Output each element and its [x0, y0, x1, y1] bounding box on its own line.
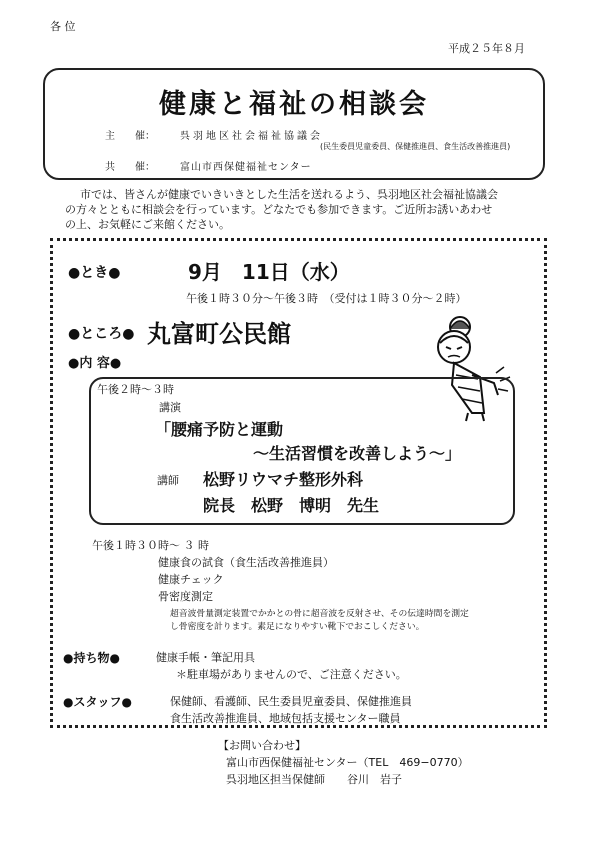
intro-line-3: の上、お気軽にご来館ください。: [65, 218, 230, 231]
event-time: 午後１時３０分～午後３時 （受付は１時３０分～２時）: [186, 292, 467, 305]
issue-date: 平成２５年８月: [448, 42, 525, 55]
program-item: 健康食の試食（食生活改善推進員）: [158, 556, 334, 569]
program-item: 健康チェック: [158, 573, 224, 586]
organizer-label: 主 催：: [105, 131, 155, 142]
lecture-title-1: 「腰痛予防と運動: [155, 420, 284, 439]
staff-label: ●スタッフ●: [63, 695, 132, 709]
program-note-2: し骨密度を計ります。素足になりやすい靴下でおこしください。: [170, 622, 425, 632]
event-place: 丸富町公民館: [147, 320, 291, 348]
page-title: 健康と福祉の相談会: [159, 89, 429, 120]
lecture-time: 午後２時～３時: [97, 383, 174, 396]
lecture-kind: 講演: [159, 401, 181, 414]
cosponsor-label: 共 催：: [105, 162, 155, 173]
program-note-1: 超音波骨量測定装置でかかとの骨に超音波を反射させ、その伝達時間を測定: [170, 609, 469, 619]
program-time: 午後１時３０時～ ３ 時: [92, 539, 209, 552]
content-label: ●内 容●: [68, 356, 122, 371]
organizer: 呉羽地区社会福祉協議会: [180, 131, 323, 142]
addressee: 各 位: [50, 20, 76, 33]
bring-items: 健康手帳・筆記用具: [156, 651, 255, 664]
staff-line-1: 保健師、看護師、民生委員児童委員、保健推進員: [170, 695, 412, 708]
lecture-box: [89, 377, 515, 525]
lecture-title-2: ～生活習慣を改善しよう～」: [253, 444, 462, 463]
contact-center: 富山市西保健福祉センター（TEL 469−0770）: [226, 756, 469, 769]
intro-line-1: 市では、皆さんが健康でいきいきとした生活を送れるよう、呉羽地区社会福祉協議会: [80, 188, 498, 201]
lecturer-org: 松野リウマチ整形外科: [203, 470, 364, 489]
cosponsor: 富山市西保健福祉センター: [180, 162, 312, 173]
intro-line-2: の方々とともに相談会を行っています。どなたでも参加できます。ご近所お誘いあわせ: [65, 203, 493, 216]
contact-heading: 【お問い合わせ】: [218, 739, 306, 752]
bring-note: ＊駐車場がありませんので、ご注意ください。: [176, 668, 407, 681]
organizer-members: (民生委員児童委員、保健推進員、食生活改善推進員): [320, 142, 511, 151]
staff-line-2: 食生活改善推進員、地域包括支援センター職員: [170, 712, 401, 725]
event-date: 9月 11日（水）: [188, 260, 350, 284]
when-label: ●とき●: [68, 265, 121, 281]
title-box: [43, 68, 545, 180]
where-label: ●ところ●: [68, 326, 135, 342]
lecturer-label: 講師: [157, 474, 179, 487]
contact-person: 呉羽地区担当保健師 谷川 岩子: [226, 773, 402, 786]
lecturer-name: 院長 松野 博明 先生: [203, 496, 380, 515]
bring-label: ●持ち物●: [63, 651, 120, 665]
program-item: 骨密度測定: [158, 590, 213, 603]
